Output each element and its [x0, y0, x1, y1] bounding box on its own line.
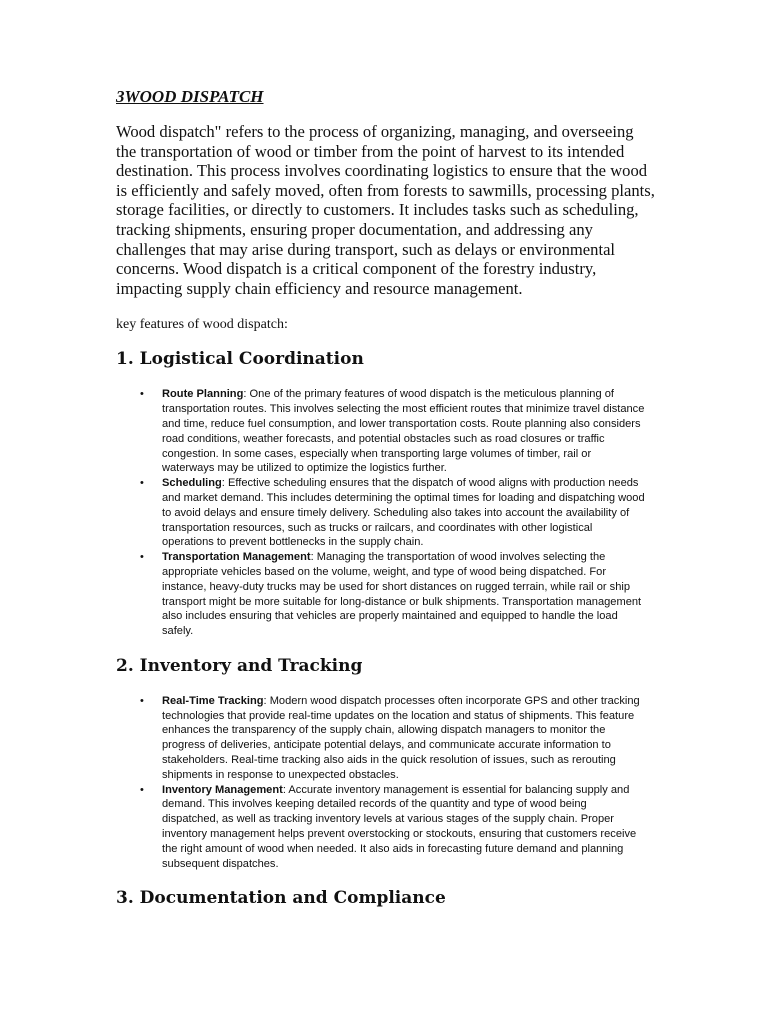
- feature-term: Transportation Management: [162, 551, 311, 564]
- feature-description: : Accurate inventory management is essential for balancing supply and demand. This involves keeping detailed records of the quantity and type of wood being dispatched, as well as tracking inventory levels at various stages of the supply chain. Proper inventory management helps prevent overstocking or stockouts, ensuring that customers receive the right amount of wood when needed. It also aids in forecasting future demand and planning subsequent dispatches.: [162, 783, 637, 870]
- bullet-icon: •: [140, 694, 144, 707]
- list-item: [116, 550, 646, 639]
- feature-term: Route Planning: [162, 388, 244, 401]
- document-title: 3WOOD DISPATCH: [116, 87, 264, 106]
- list-item: [116, 694, 646, 783]
- feature-description: : One of the primary features of wood dispatch is the meticulous planning of transportation routes. This involves selecting the most efficient routes that minimize travel distance and time, reduce fuel consumption, and lower transportation costs. Route planning also considers road conditions, weather forecasts, and potential obstacles such as road closures or traffic congestion. In some cases, especially when transporting large volumes of timber, rail or waterways may be utilized to optimize the logistics further.: [162, 388, 645, 475]
- feature-term: Real-Time Tracking: [162, 694, 264, 707]
- feature-description: : Modern wood dispatch processes often incorporate GPS and other tracking technologies that provide real-time updates on the location and status of shipments. This feature enhances the transparency of the supply chain, allowing dispatch managers to monitor the progress of deliveries, anticipate potential delays, and communicate accurate information to stakeholders. Real-time tracking also aids in the quick resolution of issues, such as rerouting shipments in response to unexpected obstacles.: [162, 694, 640, 781]
- bullet-icon: •: [140, 477, 144, 490]
- bullet-icon: •: [140, 783, 144, 796]
- feature-term: Scheduling: [162, 477, 222, 490]
- feature-description: : Effective scheduling ensures that the dispatch of wood aligns with production needs and market demand. This includes determining the optimal times for loading and dispatching wood to avoid delays and ensure timely delivery. Scheduling also takes into account the availability of transportation resources, such as trucks or railcars, and coordinates with other logistical operations to prevent bottlenecks in the supply chain.: [162, 477, 645, 549]
- feature-list-logistical-coordination: [116, 387, 656, 639]
- feature-term: Inventory Management: [162, 783, 283, 796]
- section-heading-logistical-coordination: 1. Logistical Coordination: [116, 349, 364, 370]
- feature-description: : Managing the transportation of wood involves selecting the appropriate vehicles based on the volume, weight, and type of wood being dispatched. For instance, heavy-duty trucks may be used for short distances on rugged terrain, while rail or ship transport might be more suitable for long-distance or bulk shipments. Transportation management also includes ensuring that vehicles are properly maintained and equipped to handle the load safely.: [162, 551, 642, 638]
- section-heading-documentation-and-compliance: 3. Documentation and Compliance: [116, 888, 446, 909]
- list-item: [116, 476, 646, 550]
- key-features-line: key features of wood dispatch:: [116, 317, 288, 333]
- document-page: [116, 86, 656, 926]
- intro-paragraph: Wood dispatch" refers to the process of organizing, managing, and overseeing the transportation of wood or timber from the point of harvest to its intended destination. This process involves coordinating logistics to ensure that the wood is efficiently and safely moved, often from forests to sawmills, processing plants, storage facilities, or directly to customers. It includes tasks such as scheduling, tracking shipments, ensuring proper documentation, and addressing any challenges that may arise during transport, such as delays or environmental concerns. Wood dispatch is a critical component of the forestry industry, impacting supply chain efficiency and resource management.: [116, 122, 655, 298]
- list-item: [116, 387, 646, 476]
- bullet-icon: •: [140, 551, 144, 564]
- feature-list-inventory-and-tracking: [116, 694, 656, 872]
- bullet-icon: •: [140, 388, 144, 401]
- section-heading-inventory-and-tracking: 2. Inventory and Tracking: [116, 655, 363, 676]
- list-item: [116, 783, 646, 872]
